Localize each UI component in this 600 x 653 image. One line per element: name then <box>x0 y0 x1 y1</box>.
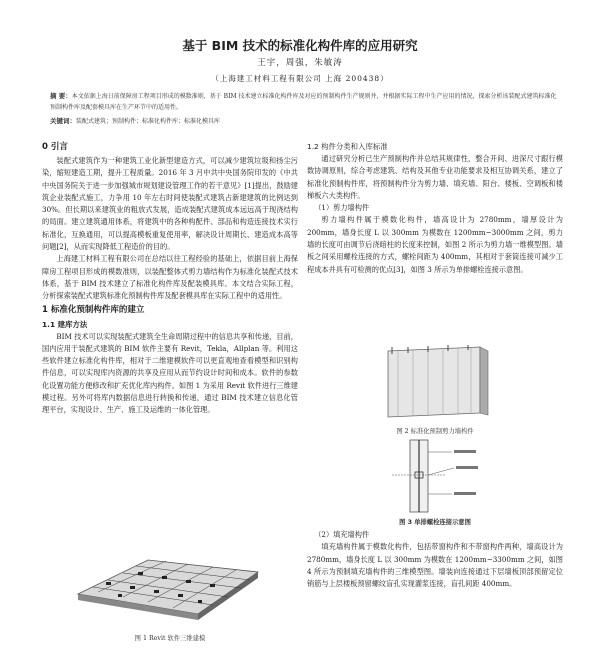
figure-2-caption: 图 2 标准化预制剪力墙构件 <box>396 428 474 435</box>
section-1-1-heading: 1.1 建库方法 <box>42 319 88 329</box>
section-1-2-paragraph: 通过研究分析已生产预制构件并总结其规律性，整合开间、进深尺寸跟行模数协调原则，综合考虑建筑、结构及其他专业功能要求及相互协调关系，建立了标准化预制构件库，将预制构件分为剪力墙、填充墙、阳台、楼板、空调板和楼梯板六大类构件。 <box>307 154 563 200</box>
keywords <box>50 116 560 125</box>
figure-1-revit-model <box>58 542 280 628</box>
left-column <box>42 140 298 417</box>
section-1-2-heading: 1.2 构件分类和入库标准 <box>307 142 388 151</box>
infill-wall-paragraph: 填充墙构件属于模数化构件，包括带窗构件和不带窗构件两种，墙高设计为 2780mm，墙身长度 L 以 300mm 为模数在 1200mm~3300mm 之间，如图 4 所示为预制填充墙构件的三维模型图。墙装向连接通过下层墙板顶部预留定位销筋与上层楼板预留螺纹盲孔实现灌浆连接，盲孔间距 400mm。 <box>307 542 563 589</box>
abstract-text: 本文依据上海日前保障房工程项目形成的模数准则，基于 BIM 技术建立标准化构件库及对应的预制构件生产规则并，并根据实际工程中生产应用的情况，探索分析该装配式建筑标准化预制构件库及配套模具库在生产环节中的适用性。 <box>50 93 557 111</box>
section-0-paragraph-2: 上海建工材料工程有限公司在总结以往工程经验的基础上，依据目前上海保障房工程项目形成的模数准则，以装配整体式剪力墙结构作为标准化装配式技术体系，基于 BIM 技术建立了标准化构件库及配装模具库。本文结合实际工程，分析探索装配式建筑标准化预制构件库及配套模具库在实际工程中的适用性。 <box>42 254 298 301</box>
figure-2-shear-wall <box>368 345 508 420</box>
keywords-text: 装配式建筑；预制构件；标准化构件库；标准化模具库 <box>76 118 221 125</box>
figure-3-bolt-connection <box>382 438 492 514</box>
figure-1-caption: 图 1 Revit 软件三维建模 <box>134 635 206 642</box>
figure-3-caption: 图 3 单排螺栓连接示意图 <box>399 519 471 526</box>
section-1-1-paragraph: BIM 技术可以实现装配式建筑全生命周期过程中的信息共享和传递，目前，国内应用于装配式建筑的 BIM 软件主要有 Revit，Tekla，Allplan 等。利用这些软件建立标准化构件库，相对于二维建模软件可以更直观地查看模型和识别构件信息，可以实现库内资源的共享及应用从而节约设计时间和成本。软件的参数化设置功能方便修改和扩充优化库内构件。如图 1 为采用 Revit 软件进行三维建模过程。另外可将库内数据信息进行转换和传递，通过 BIM 技术建立信息化管理平台，实现设计、生产、施工及运维的一体化管理。 <box>42 331 298 415</box>
paper-title: 基于 BIM 技术的标准化构件库的应用研究 <box>182 38 418 53</box>
right-column <box>307 140 563 276</box>
shear-wall-paragraph: 剪力墙构件属于模数化构件，墙高设计为 2780mm，墙厚设计为 200mm，墙身长度 L 以 300mm 为模数在 1200mm~3000mm 之间，剪力墙的长度可由调节后浇暗柱的长度来控制，如图 2 所示为剪力墙一维模型图。墙板之间采用螺栓连接的方式，螺栓间距为 400mm，其相对于套筒连接可减少工程成本并具有可检测的优点[3]，如图 3 所示为单排螺栓连接示意图。 <box>307 215 563 274</box>
abstract <box>50 91 560 113</box>
section-0-heading: 0 引言 <box>42 142 68 152</box>
section-0-paragraph-1: 装配式建筑作为一种建筑工业化新型建造方式，可以减少建筑垃圾和扬尘污染，缩短建造工期，提升工程质量。2016 年 3 月中共中央国务院印发的《中共中央国务院关于进一步加强城市规划建设管理工作的若干意见》[1]提出，鼓励建筑企业装配式施工，力争用 10 年左右时间使装配式建筑占新建建筑的比例达到 30%。但长期以来建筑业的粗放式发展，造成装配式建筑成本远远高于现浇结构的局面。建立建筑通用体系，将建筑中的各种构配件、部品和构造连接技术实行标准化，互换通用，可以提高模板重复使用率，解决设计周期长、建造成本高等问题[2]，从而实现降低工程造价的目的。 <box>42 156 298 252</box>
abstract-label: 摘 要： <box>50 92 72 100</box>
right-column-lower <box>307 529 563 590</box>
subsection-shear-wall: （1）剪力墙构件 <box>314 203 370 213</box>
subsection-infill-wall: （2）填充墙构件 <box>314 530 370 539</box>
affiliation: （上海建工材料工程有限公司 上海 200438） <box>211 74 389 83</box>
authors: 王宇，周强，朱敏涛 <box>257 58 343 68</box>
keywords-label: 关键词： <box>50 117 76 125</box>
section-1-heading: 1 标准化预制构件库的建立 <box>42 304 145 315</box>
